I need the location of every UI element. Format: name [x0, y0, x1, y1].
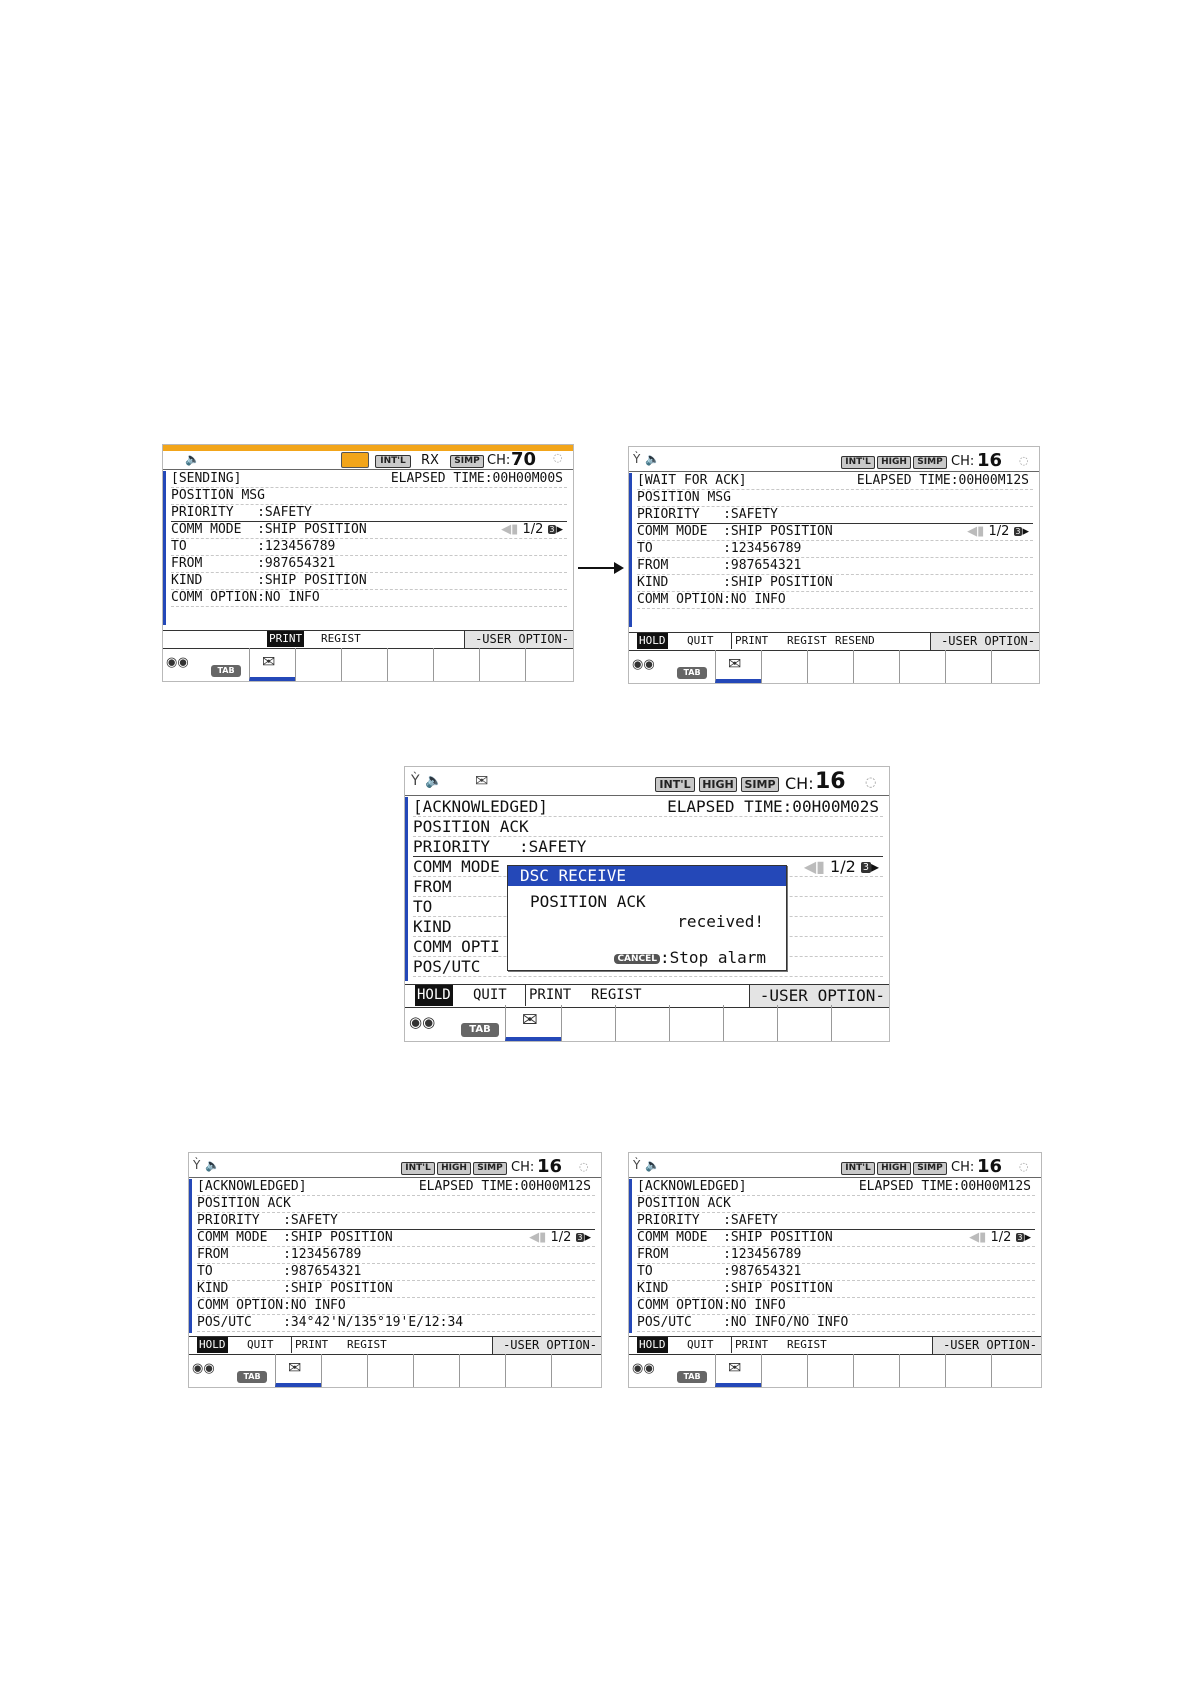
softkey-quit[interactable]: QUIT — [473, 987, 507, 1003]
row-pos-utc: POS/UTC — [413, 957, 883, 977]
speaker-icon: 🔈 — [645, 452, 660, 466]
tab-slot-5[interactable] — [433, 648, 479, 681]
antenna-icon: Ỳ — [193, 1158, 201, 1172]
tab-message-active[interactable] — [715, 1354, 761, 1387]
high-badge: HIGH — [877, 456, 911, 469]
row-comm-mode: COMM MODE :SHIP POSITION ◀▮ 1/2 3 ▸ — [171, 522, 567, 539]
channel-label: CH: — [951, 1160, 975, 1175]
knob-icon: ◉◉ — [192, 1361, 215, 1376]
tab-slot-4[interactable] — [387, 648, 433, 681]
softkey-row — [629, 632, 1039, 651]
softkey-regist[interactable]: REGIST — [787, 1338, 827, 1351]
row-to: TO :123456789 — [171, 539, 567, 556]
popup-stop-alarm[interactable]: CANCEL :Stop alarm — [614, 948, 766, 967]
content-bluebar — [629, 473, 632, 627]
spinner-icon: ◌ — [553, 451, 563, 464]
intl-badge: INT'L — [655, 777, 695, 792]
spinner-icon: ◌ — [865, 775, 877, 790]
softkey-quit[interactable]: QUIT — [687, 1338, 714, 1351]
user-option-button[interactable]: -USER OPTION- — [464, 631, 573, 648]
antenna-icon: Ỳ — [633, 452, 641, 466]
tab-slot-6[interactable] — [505, 1354, 551, 1387]
spinner-icon: ◌ — [1019, 1160, 1029, 1173]
pager-arrow-icon[interactable]: ◀▮ — [529, 1230, 551, 1245]
knob-icon: ◉◉ — [409, 1013, 436, 1031]
row-kind: KIND :SHIP POSITION — [637, 1281, 1035, 1298]
speaker-icon: 🔈 — [185, 452, 200, 466]
content-bluebar — [163, 471, 166, 625]
tab-row — [629, 650, 1039, 683]
softkey-hold[interactable]: HOLD — [415, 985, 453, 1006]
row-from: FROM — [413, 877, 883, 897]
row-to: TO :987654321 — [637, 1264, 1035, 1281]
popup-message: POSITION ACK — [530, 892, 646, 911]
page-indicator[interactable]: ◀▮ 1/2 3 ▸ — [529, 1230, 591, 1245]
page-3-icon[interactable]: 3 — [862, 862, 869, 873]
page-indicator[interactable]: ◀▮ 1/2 3 ▸ — [969, 1230, 1031, 1245]
pager-arrow-icon[interactable]: ◀▮ — [501, 522, 523, 537]
row-kind: KIND :SHIP POSITION — [197, 1281, 595, 1298]
high-badge: HIGH — [877, 1162, 911, 1175]
flow-arrow — [578, 567, 622, 569]
tab-slot-7[interactable] — [991, 650, 1040, 683]
tab-slot-5[interactable] — [459, 1354, 505, 1387]
softkey-quit[interactable]: QUIT — [247, 1338, 274, 1351]
softkey-regist[interactable]: REGIST — [591, 987, 642, 1003]
softkey-print[interactable]: PRINT — [731, 1337, 768, 1353]
intl-badge: INT'L — [401, 1162, 435, 1175]
elapsed-time: ELAPSED TIME:00H00M12S — [858, 1179, 1031, 1194]
tab-slot-3[interactable] — [807, 650, 853, 683]
tab-message-active[interactable] — [249, 648, 295, 681]
elapsed-time: ELAPSED TIME:00H00M12S — [856, 473, 1029, 488]
tab-slot-5[interactable] — [723, 1005, 777, 1041]
popup-title: DSC RECEIVE — [508, 866, 786, 886]
tab-slot-2[interactable] — [761, 1354, 807, 1387]
tab-slot-7[interactable] — [991, 1354, 1042, 1387]
content-bluebar — [629, 1179, 632, 1333]
row-from: FROM :123456789 — [637, 1247, 1035, 1264]
channel-label: CH: — [785, 774, 814, 793]
status-bar — [189, 1153, 601, 1178]
page-indicator[interactable]: ◀▮ 1/2 3 ▸ — [967, 524, 1029, 539]
tab-slot-4[interactable] — [853, 650, 899, 683]
high-badge: HIGH — [437, 1162, 471, 1175]
user-option-button[interactable]: -USER OPTION- — [492, 1337, 601, 1354]
status-bar — [163, 445, 573, 470]
user-option-button[interactable]: -USER OPTION- — [932, 1337, 1041, 1354]
tab-slot-4[interactable] — [669, 1005, 723, 1041]
row-comm-mode: COMM MODE :SHIP POSITION ◀▮ 1/2 3 ▸ — [197, 1230, 595, 1247]
page-3-icon[interactable]: 3 — [549, 525, 555, 534]
tab-message-active[interactable] — [715, 650, 761, 683]
tab-message-active[interactable] — [505, 1005, 561, 1041]
row-priority: PRIORITY :SAFETY — [197, 1213, 595, 1230]
channel-label: CH: — [487, 453, 511, 468]
tab-slot-3[interactable] — [615, 1005, 669, 1041]
tab-slot-4[interactable] — [853, 1354, 899, 1387]
user-option-button[interactable]: -USER OPTION- — [930, 633, 1039, 650]
row-title: POSITION ACK — [197, 1196, 595, 1213]
tab-row — [629, 1354, 1041, 1387]
row-comm-option: COMM OPTION:NO INFO — [171, 590, 567, 607]
status-bar — [405, 767, 889, 796]
tab-message-active[interactable] — [275, 1354, 321, 1387]
envelope-icon: ✉ — [288, 1358, 302, 1377]
row-from: FROM :987654321 — [637, 558, 1033, 575]
softkey-print[interactable]: PRINT — [269, 632, 303, 645]
channel-number: 16 — [977, 1156, 1003, 1177]
elapsed-time: ELAPSED TIME:00H00M02S — [667, 797, 879, 816]
content-bluebar — [189, 1179, 192, 1333]
row-title: POSITION ACK — [413, 817, 883, 837]
row-pos-utc: POS/UTC :34°42'N/135°19'E/12:34 — [197, 1315, 595, 1332]
channel-number: 70 — [511, 449, 537, 470]
simp-badge: SIMP — [473, 1162, 507, 1175]
speaker-icon: 🔈 — [425, 773, 443, 789]
tab-button[interactable]: TAB — [677, 667, 707, 679]
row-pos-utc: POS/UTC :NO INFO/NO INFO — [637, 1315, 1035, 1332]
pager-arrow-icon[interactable]: ◀▮ — [969, 1230, 991, 1245]
softkey-print[interactable]: PRINT — [525, 985, 571, 1006]
softkey-print[interactable]: PRINT — [291, 1337, 328, 1353]
row-from: FROM :123456789 — [197, 1247, 595, 1264]
status-bar — [629, 1153, 1041, 1178]
simp-badge: SIMP — [913, 456, 947, 469]
page-indicator[interactable]: ◀▮ 1/2 3 ▸ — [803, 857, 879, 876]
simp-badge: SIMP — [450, 455, 484, 468]
row-status: [WAIT FOR ACK] ELAPSED TIME:00H00M12S — [637, 473, 1033, 490]
spinner-icon: ◌ — [579, 1160, 589, 1173]
tab-button[interactable]: TAB — [237, 1371, 267, 1383]
screen-acknowledged-position — [188, 1152, 602, 1388]
row-title: POSITION ACK — [637, 1196, 1035, 1213]
envelope-icon: ✉ — [475, 771, 489, 790]
tab-slot-7[interactable] — [831, 1005, 890, 1041]
softkey-regist[interactable]: REGIST — [321, 632, 361, 645]
tab-button[interactable]: TAB — [461, 1023, 499, 1037]
page-3-icon[interactable]: 3 — [1015, 527, 1021, 536]
knob-icon: ◉◉ — [632, 657, 655, 672]
page-3-icon[interactable]: 3 — [577, 1233, 583, 1242]
pager-arrow-icon[interactable]: ◀▮ — [803, 857, 831, 876]
user-option-button[interactable]: -USER OPTION- — [749, 985, 889, 1007]
antenna-icon: Ỳ — [633, 1158, 641, 1172]
row-title: POSITION MSG — [637, 490, 1033, 507]
tab-slot-6[interactable] — [945, 1354, 991, 1387]
tab-slot-7[interactable] — [525, 648, 574, 681]
softkey-row — [629, 1336, 1041, 1355]
row-status: [SENDING] ELAPSED TIME:00H00M00S — [171, 471, 567, 488]
elapsed-time: ELAPSED TIME:00H00M00S — [390, 471, 563, 486]
envelope-icon: ✉ — [728, 1358, 742, 1377]
softkey-row — [163, 630, 573, 649]
channel-number: 16 — [815, 769, 846, 794]
row-comm-option: COMM OPTION:NO INFO — [637, 592, 1033, 609]
screen-sending — [162, 444, 574, 682]
tab-slot-3[interactable] — [341, 648, 387, 681]
speaker-icon: 🔈 — [205, 1158, 220, 1172]
spinner-icon: ◌ — [1019, 454, 1029, 467]
tab-row — [189, 1354, 601, 1387]
tab-slot-2[interactable] — [761, 650, 807, 683]
row-status: [ACKNOWLEDGED] ELAPSED TIME:00H00M02S — [413, 797, 883, 817]
row-to: TO :987654321 — [197, 1264, 595, 1281]
row-priority: PRIORITY :SAFETY — [171, 505, 567, 522]
tab-slot-4[interactable] — [413, 1354, 459, 1387]
softkey-regist[interactable]: REGIST — [347, 1338, 387, 1351]
row-comm-mode: COMM MODE ◀▮ 1/2 3 ▸ — [413, 857, 883, 877]
row-priority: PRIORITY :SAFETY — [637, 1213, 1035, 1230]
row-status: [ACKNOWLEDGED] ELAPSED TIME:00H00M12S — [197, 1179, 595, 1196]
envelope-icon: ✉ — [262, 652, 276, 671]
row-kind: KIND :SHIP POSITION — [171, 573, 567, 590]
intl-badge: INT'L — [841, 456, 875, 469]
status-bar — [629, 447, 1039, 472]
row-comm-option: COMM OPTION:NO INFO — [637, 1298, 1035, 1315]
knob-icon: ◉◉ — [166, 655, 189, 670]
row-title: POSITION MSG — [171, 488, 567, 505]
antenna-icon: Ỳ — [411, 773, 420, 789]
screen-wait-for-ack — [628, 446, 1040, 684]
tab-slot-6[interactable] — [777, 1005, 831, 1041]
tab-row — [163, 648, 573, 681]
row-comm-option: COMM OPTI — [413, 937, 883, 957]
tab-button[interactable]: TAB — [211, 665, 241, 677]
softkey-row — [189, 1336, 601, 1355]
knob-icon: ◉◉ — [632, 1361, 655, 1376]
row-to: TO :123456789 — [637, 541, 1033, 558]
page-3-icon[interactable]: 3 — [1017, 1233, 1023, 1242]
high-badge: HIGH — [699, 777, 737, 792]
pager-arrow-icon[interactable]: ◀▮ — [967, 524, 989, 539]
speaker-icon: 🔈 — [645, 1158, 660, 1172]
tab-slot-3[interactable] — [807, 1354, 853, 1387]
dsc-receive-popup[interactable] — [507, 865, 787, 971]
screen-acknowledged-no-info — [628, 1152, 1042, 1388]
softkey-print[interactable]: PRINT — [731, 633, 768, 649]
tab-slot-2[interactable] — [561, 1005, 615, 1041]
tab-slot-3[interactable] — [367, 1354, 413, 1387]
channel-number: 16 — [977, 450, 1003, 471]
row-comm-option: COMM OPTION:NO INFO — [197, 1298, 595, 1315]
softkey-hold[interactable]: HOLD — [199, 1338, 226, 1351]
softkey-quit[interactable]: QUIT — [687, 634, 714, 647]
softkey-regist[interactable]: REGIST — [787, 634, 827, 647]
channel-label: CH: — [511, 1160, 535, 1175]
simp-badge: SIMP — [913, 1162, 947, 1175]
intl-badge: INT'L — [375, 455, 411, 468]
row-status: [ACKNOWLEDGED] ELAPSED TIME:00H00M12S — [637, 1179, 1035, 1196]
tab-slot-5[interactable] — [899, 1354, 945, 1387]
content-bluebar — [405, 797, 408, 981]
intl-badge: INT'L — [841, 1162, 875, 1175]
envelope-icon: ✉ — [728, 654, 742, 673]
tab-button[interactable]: TAB — [677, 1371, 707, 1383]
row-kind: KIND — [413, 917, 883, 937]
cancel-key-icon[interactable]: CANCEL — [614, 954, 660, 964]
envelope-icon: ✉ — [522, 1009, 538, 1031]
tab-slot-6[interactable] — [479, 648, 525, 681]
row-to: TO — [413, 897, 883, 917]
tab-row — [405, 1005, 889, 1041]
channel-number: 16 — [537, 1156, 563, 1177]
rx-label: RX — [421, 453, 439, 468]
elapsed-time: ELAPSED TIME:00H00M12S — [418, 1179, 591, 1194]
screen-dsc-receive — [404, 766, 890, 1042]
popup-received: received! — [677, 912, 764, 931]
tab-slot-7[interactable] — [551, 1354, 602, 1387]
softkey-hold[interactable]: HOLD — [639, 1338, 666, 1351]
row-from: FROM :987654321 — [171, 556, 567, 573]
tab-slot-5[interactable] — [899, 650, 945, 683]
alert-box — [341, 452, 369, 468]
simp-badge: SIMP — [741, 777, 779, 792]
row-priority: PRIORITY :SAFETY — [413, 837, 883, 857]
tab-slot-6[interactable] — [945, 650, 991, 683]
tab-slot-2[interactable] — [321, 1354, 367, 1387]
row-kind: KIND :SHIP POSITION — [637, 575, 1033, 592]
page-indicator[interactable]: ◀▮ 1/2 3 ▸ — [501, 522, 563, 537]
row-comm-mode: COMM MODE :SHIP POSITION ◀▮ 1/2 3 ▸ — [637, 524, 1033, 541]
softkey-resend[interactable]: RESEND — [835, 634, 875, 647]
tab-slot-2[interactable] — [295, 648, 341, 681]
channel-label: CH: — [951, 454, 975, 469]
row-priority: PRIORITY :SAFETY — [637, 507, 1033, 524]
softkey-hold[interactable]: HOLD — [639, 634, 666, 647]
row-comm-mode: COMM MODE :SHIP POSITION ◀▮ 1/2 3 ▸ — [637, 1230, 1035, 1247]
